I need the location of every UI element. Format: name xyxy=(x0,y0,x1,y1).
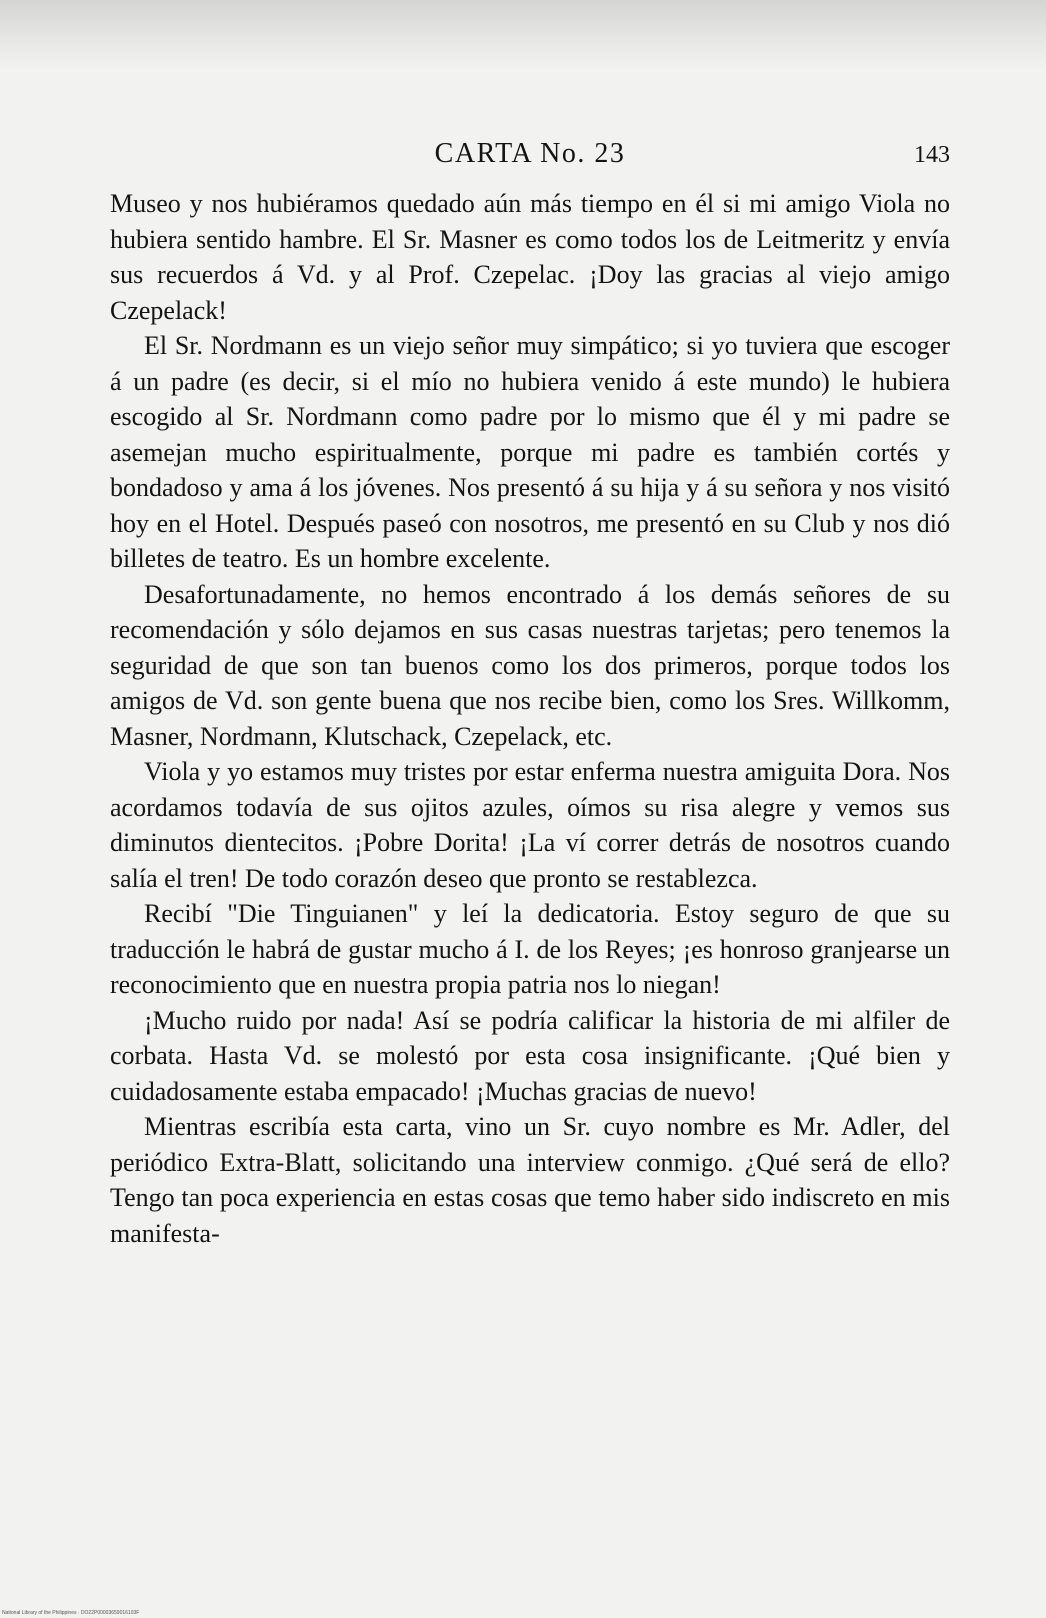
body-text xyxy=(110,186,950,1251)
page-title: CARTA No. 23 xyxy=(434,138,626,169)
paragraph: Mientras escribía esta carta, vino un Sr. cuyo nombre es Mr. Adler, del periódico Extra-Blatt, solicitando una interview conmigo. ¿Qué será de ello? Tengo tan poca experiencia en estas cosas que temo haber sido indiscreto en mis manifesta- xyxy=(110,1112,950,1248)
paragraph: ¡Mucho ruido por nada! Así se podría calificar la historia de mi alfiler de corbata. Hasta Vd. se molestó por esta cosa insignificante. ¡Qué bien y cuidadosamente estaba empacado! ¡Muchas gracias de nuevo! xyxy=(110,1005,950,1106)
paragraph: Recibí "Die Tinguianen" y leí la dedicatoria. Estoy seguro de que su traducción le habrá de gustar mucho á I. de los Reyes; ¡es honroso granjearse un reconocimiento que en nuestra propia patria nos lo niegan! xyxy=(110,899,950,999)
paragraph: Museo y nos hubiéramos quedado aún más tiempo en él si mi amigo Viola no hubiera sentido hambre. El Sr. Masner es como todos los de Leitmeritz y envía sus recuerdos á Vd. y al Prof. Czepelac. ¡Doy las gracias al viejo amigo Czepelack! xyxy=(110,189,950,325)
paragraph: Desafortunadamente, no hemos encontrado á los demás señores de su recomendación y sólo dejamos en sus casas nuestras tarjetas; pero tenemos la seguridad de que son tan buenos como los dos primeros, porque todos los amigos de Vd. son gente buena que nos recibe bien, como los Sres. Willkomm, Masner, Nordmann, Klutschack, Czepelack, etc. xyxy=(110,579,950,751)
library-credit: National Library of the Philippines · DO22P00003659016103F xyxy=(2,1610,140,1616)
page-number: 143 xyxy=(914,142,950,168)
scan-top-shadow xyxy=(0,0,1046,70)
book-page xyxy=(110,138,950,1251)
running-head xyxy=(110,138,950,178)
paragraph: El Sr. Nordmann es un viejo señor muy simpático; si yo tuviera que escoger á un padre (es decir, si el mío no hubiera venido á este mundo) le hubiera escogido al Sr. Nordmann como padre por lo mismo que él y mi padre se asemejan mucho espiritualmente, porque mi padre es también cortés y bondadoso y ama á los jóvenes. Nos presentó á su hija y á su señora y nos visitó hoy en el Hotel. Después paseó con nosotros, me presentó en su Club y nos dió billetes de teatro. Es un hombre excelente. xyxy=(110,331,950,573)
paragraph: Viola y yo estamos muy tristes por estar enferma nuestra amiguita Dora. Nos acordamos todavía de sus ojitos azules, oímos su risa alegre y vemos sus diminutos dientecitos. ¡Pobre Dorita! ¡La ví correr detrás de nosotros cuando salía el tren! De todo corazón deseo que pronto se restablezca. xyxy=(110,757,950,893)
